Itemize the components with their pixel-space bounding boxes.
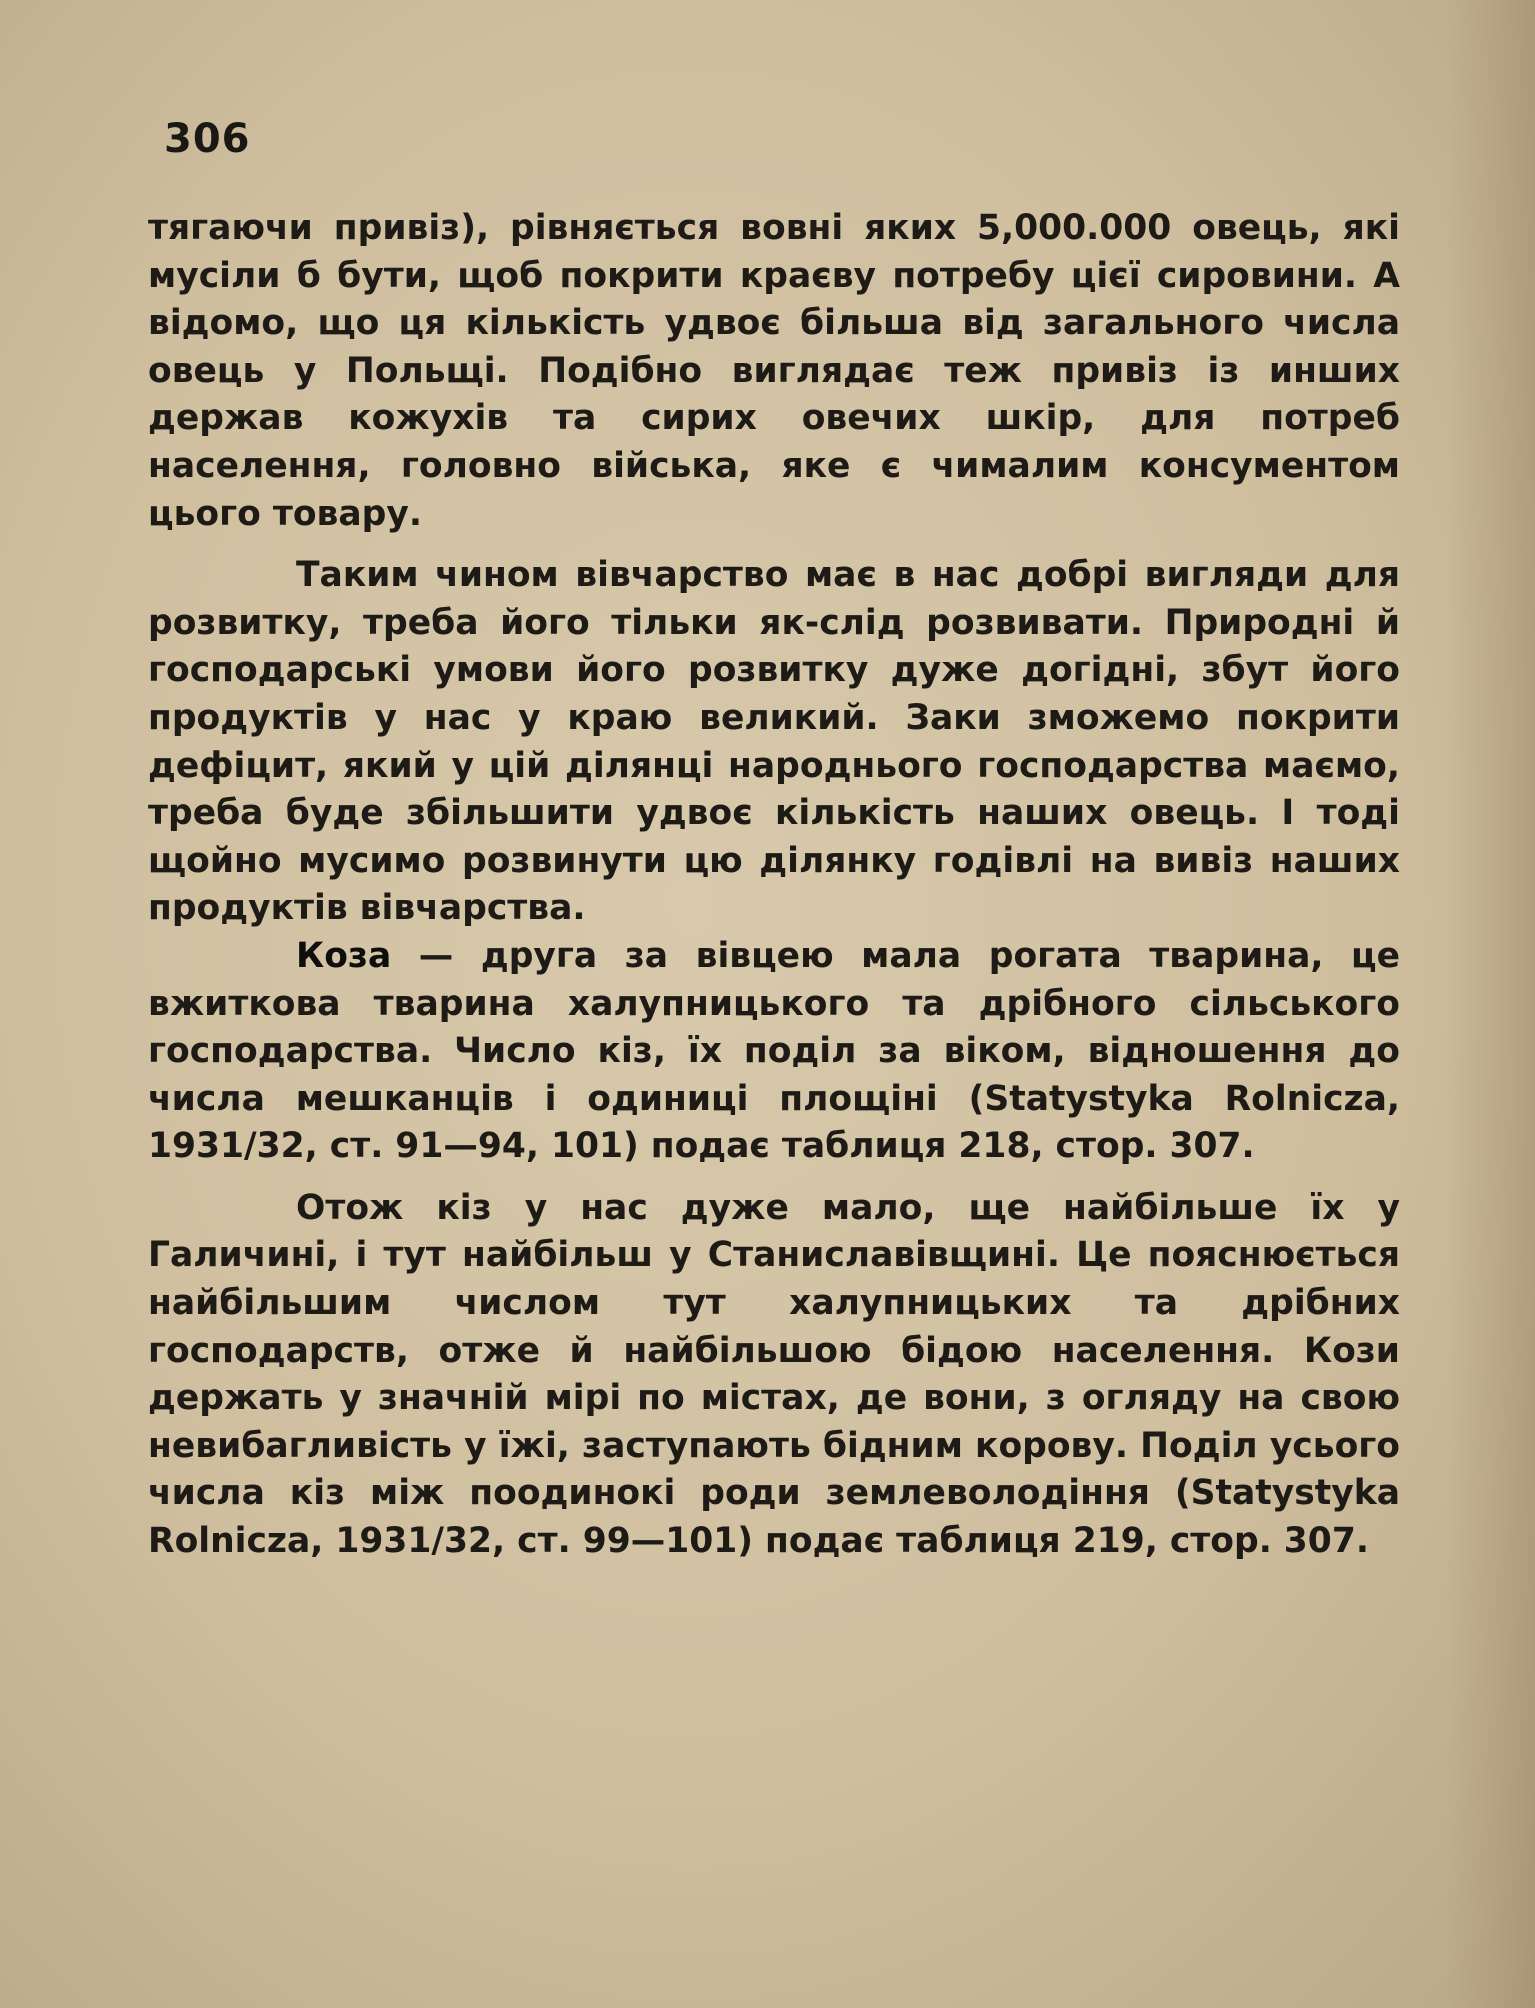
page-edge-shadow: [1445, 0, 1535, 2008]
paragraph-3: [148, 933, 1400, 1171]
paragraph-4: [148, 1185, 1400, 1566]
body-text: [148, 205, 1400, 1566]
paragraph-3-term: Коза: [296, 935, 392, 976]
paragraph-1-text: тягаючи привіз), рівняється вовні яких 5,000.000 овець, які мусіли б бути, щоб покрити краєву потребу цієї сировини. А відомо, що ця кількість удвоє більша від загального числа овець у Польщі. Подібно виглядає теж привіз із инших держав кожухів та сирих овечих шкір, для потреб населення, головно війська, яке є чималим консументом цього товару.: [148, 208, 1400, 534]
paragraph-1: [148, 205, 1400, 538]
paragraph-2-text: Таким чином вівчарство має в нас добрі вигляди для розвитку, треба його тільки як-слід розвивати. Природні й господарські умови його розвитку дуже догідні, збут його продуктів у нас у краю великий. Заки зможемо покрити дефіцит, який у цій ділянці народнього господарства маємо, треба буде збільшити удвоє кількість наших овець. І тоді щойно мусимо розвинути цю ділянку годівлі на вивіз наших продуктів вівчарства.: [148, 555, 1400, 929]
paragraph-2: [148, 552, 1400, 933]
paragraph-3-text: — друга за вівцею мала рогата тварина, це вжиткова тварина халупницького та дрібного сільського господарства. Число кіз, їх поділ за віком, відношення до числа мешканців і одиниці площіні (Statystyka Rolnicza, 1931/32, ст. 91—94, 101) подає таблиця 218, стор. 307.: [148, 935, 1400, 1167]
page-number: 306: [164, 116, 251, 162]
paragraph-4-text: Отож кіз у нас дуже мало, ще найбільше їх у Галичині, і тут найбільш у Станиславівщині. Це пояснюється найбільшим числом тут халупницьких та дрібних господарств, отже й найбільшою бідою населення. Кози держать у значній мірі по містах, де вони, з огляду на свою невибагливість у їжі, заступають бідним корову. Поділ усього числа кіз між поодинокі роди землеволодіння (Statystyka Rolnicza, 1931/32, ст. 99—101) подає таблиця 219, стор. 307.: [148, 1187, 1400, 1562]
